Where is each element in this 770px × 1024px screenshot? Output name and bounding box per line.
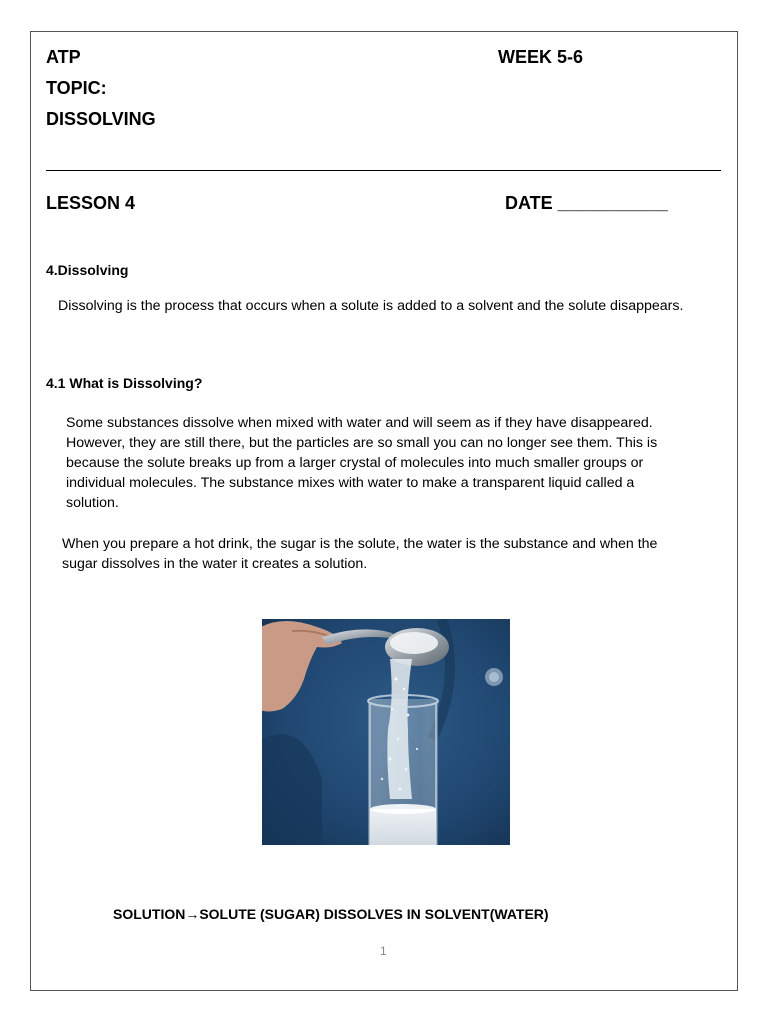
page-number: 1 bbox=[380, 944, 387, 958]
paragraph-1 bbox=[66, 413, 657, 513]
paragraph-1-line: because the solute breaks up from a larger crystal of molecules into much smaller groups or bbox=[66, 455, 644, 471]
image-caption: SOLUTION→SOLUTE (SUGAR) DISSOLVES IN SOLVENT(WATER) bbox=[113, 906, 549, 922]
date-label: DATE ___________ bbox=[505, 193, 668, 213]
lesson-label: LESSON 4 bbox=[46, 193, 136, 213]
paragraph-2-line: sugar dissolves in the water it creates a solution. bbox=[62, 556, 368, 572]
paragraph-2 bbox=[62, 534, 657, 574]
paragraph-1-line: individual molecules. The substance mixes with water to make a transparent liquid called a bbox=[66, 475, 635, 491]
week-label: WEEK 5-6 bbox=[498, 47, 584, 67]
paragraph-1-line: Some substances dissolve when mixed with water and will seem as if they have disappeared. bbox=[66, 415, 653, 431]
paragraph-1-line: However, they are still there, but the particles are so small you can no longer see them. This is bbox=[66, 435, 658, 451]
section-4-heading: 4.Dissolving bbox=[46, 262, 129, 278]
separator-line bbox=[46, 170, 721, 171]
section-4-text: Dissolving is the process that occurs when a solute is added to a solvent and the solute disappears. bbox=[58, 298, 684, 314]
paragraph-2-line: When you prepare a hot drink, the sugar is the solute, the water is the substance and when the bbox=[62, 536, 658, 552]
section-4-1-heading: 4.1 What is Dissolving? bbox=[46, 375, 203, 391]
topic-value: DISSOLVING bbox=[46, 109, 156, 129]
paragraph-1-line: solution. bbox=[66, 495, 119, 511]
topic-label: TOPIC: bbox=[46, 78, 107, 98]
atp-label: ATP bbox=[46, 47, 81, 67]
sugar-dissolving-photo bbox=[262, 619, 510, 845]
